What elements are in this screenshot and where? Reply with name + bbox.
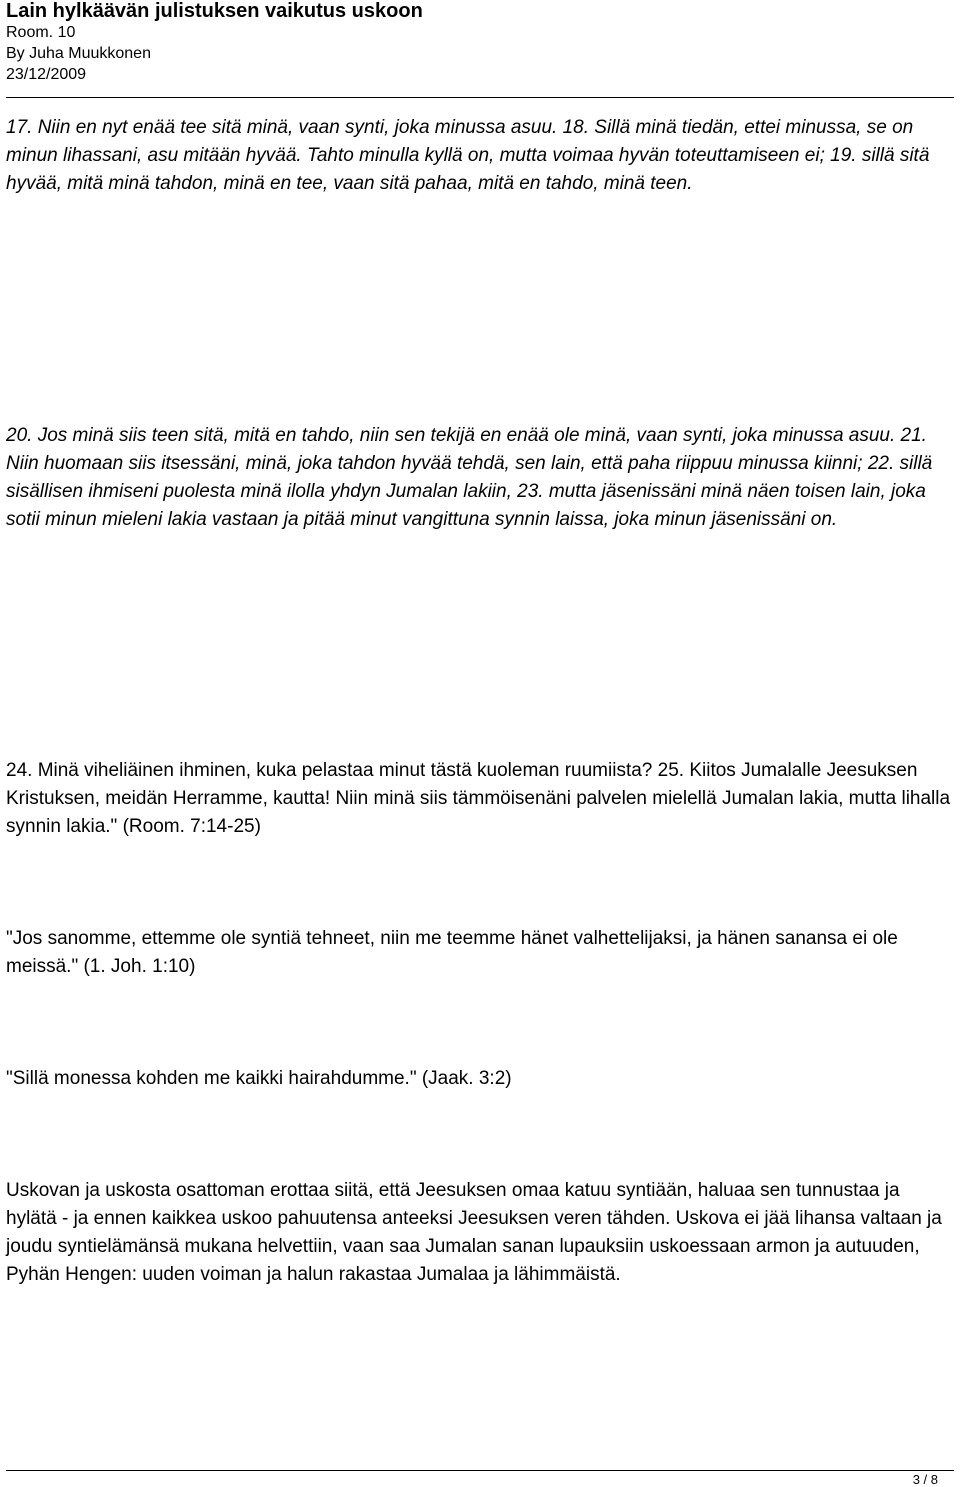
paragraph-verses-24-25: 24. Minä viheliäinen ihminen, kuka pelastaa minut tästä kuoleman ruumiista? 25. Kiitos Jumalalle Jeesuksen Kristuksen, meidän Herramme, kautta! Niin minä siis tämmöisenäni palvelen mielellä Jumalan lakia, mutta lihalla synnin lakia." (Room. 7:14-25): [6, 760, 951, 837]
paragraph-quote-james: "Sillä monessa kohden me kaikki hairahdumme." (Jaak. 3:2): [6, 1068, 512, 1089]
page-number: 3 / 8: [912, 1472, 938, 1487]
paragraph-verses-17-19: 17. Niin en nyt enää tee sitä minä, vaan synti, joka minussa asuu. 18. Sillä minä tiedän, ettei minussa, se on minun lihassani, asu mitään hyvää. Tahto minulla kyllä on, mutta voimaa hyvän toteuttamiseen ei; 19. sillä sitä hyvää, mitä minä tahdon, minä en tee, vaan sitä pahaa, mitä en tahdo, minä teen.: [6, 117, 930, 194]
paragraph-verses-20-23: 20. Jos minä siis teen sitä, mitä en tahdo, niin sen tekijä en enää ole minä, vaan synti, joka minussa asuu. 21. Niin huomaan siis itsessäni, minä, joka tahdon hyvää tehdä, sen lain, että paha riippuu minussa kiinni; 22. sillä sisällisen ihmiseni puolesta minä ilolla yhdyn Jumalan lakiin, 23. mutta jäsenissäni minä näen toisen lain, joka sotii minun mieleni lakia vastaan ja pitää minut vangittuna synnin laissa, joka minun jäsenissäni on.: [6, 425, 933, 530]
author-line: By Juha Muukkonen: [6, 45, 151, 62]
footer-divider: [6, 1470, 954, 1471]
document-header: [6, 0, 954, 85]
document-title: Lain hylkäävän julistuksen vaikutus uskoon: [6, 0, 423, 22]
header-divider: [6, 97, 954, 98]
publish-date: 23/12/2009: [6, 66, 87, 83]
paragraph-quote-john: "Jos sanomme, ettemme ole syntiä tehneet, niin me teemme hänet valhettelijaksi, ja hänen sanansa ei ole meissä." (1. Joh. 1:10): [6, 928, 898, 977]
paragraph-conclusion: Uskovan ja uskosta osattoman erottaa siitä, että Jeesuksen omaa katuu syntiään, haluaa sen tunnustaa ja hylätä - ja ennen kaikkea uskoo pahuutensa anteeksi Jeesuksen veren tähden. Uskova ei jää lihansa valtaan ja joudu syntielämänsä mukana helvettiin, vaan saa Jumalan sanan lupauksiin uskoessaan armon ja autuuden, Pyhän Hengen: uuden voiman ja halun rakastaa Jumalaa ja lähimmäistä.: [6, 1180, 942, 1285]
bible-reference: Room. 10: [6, 24, 76, 41]
